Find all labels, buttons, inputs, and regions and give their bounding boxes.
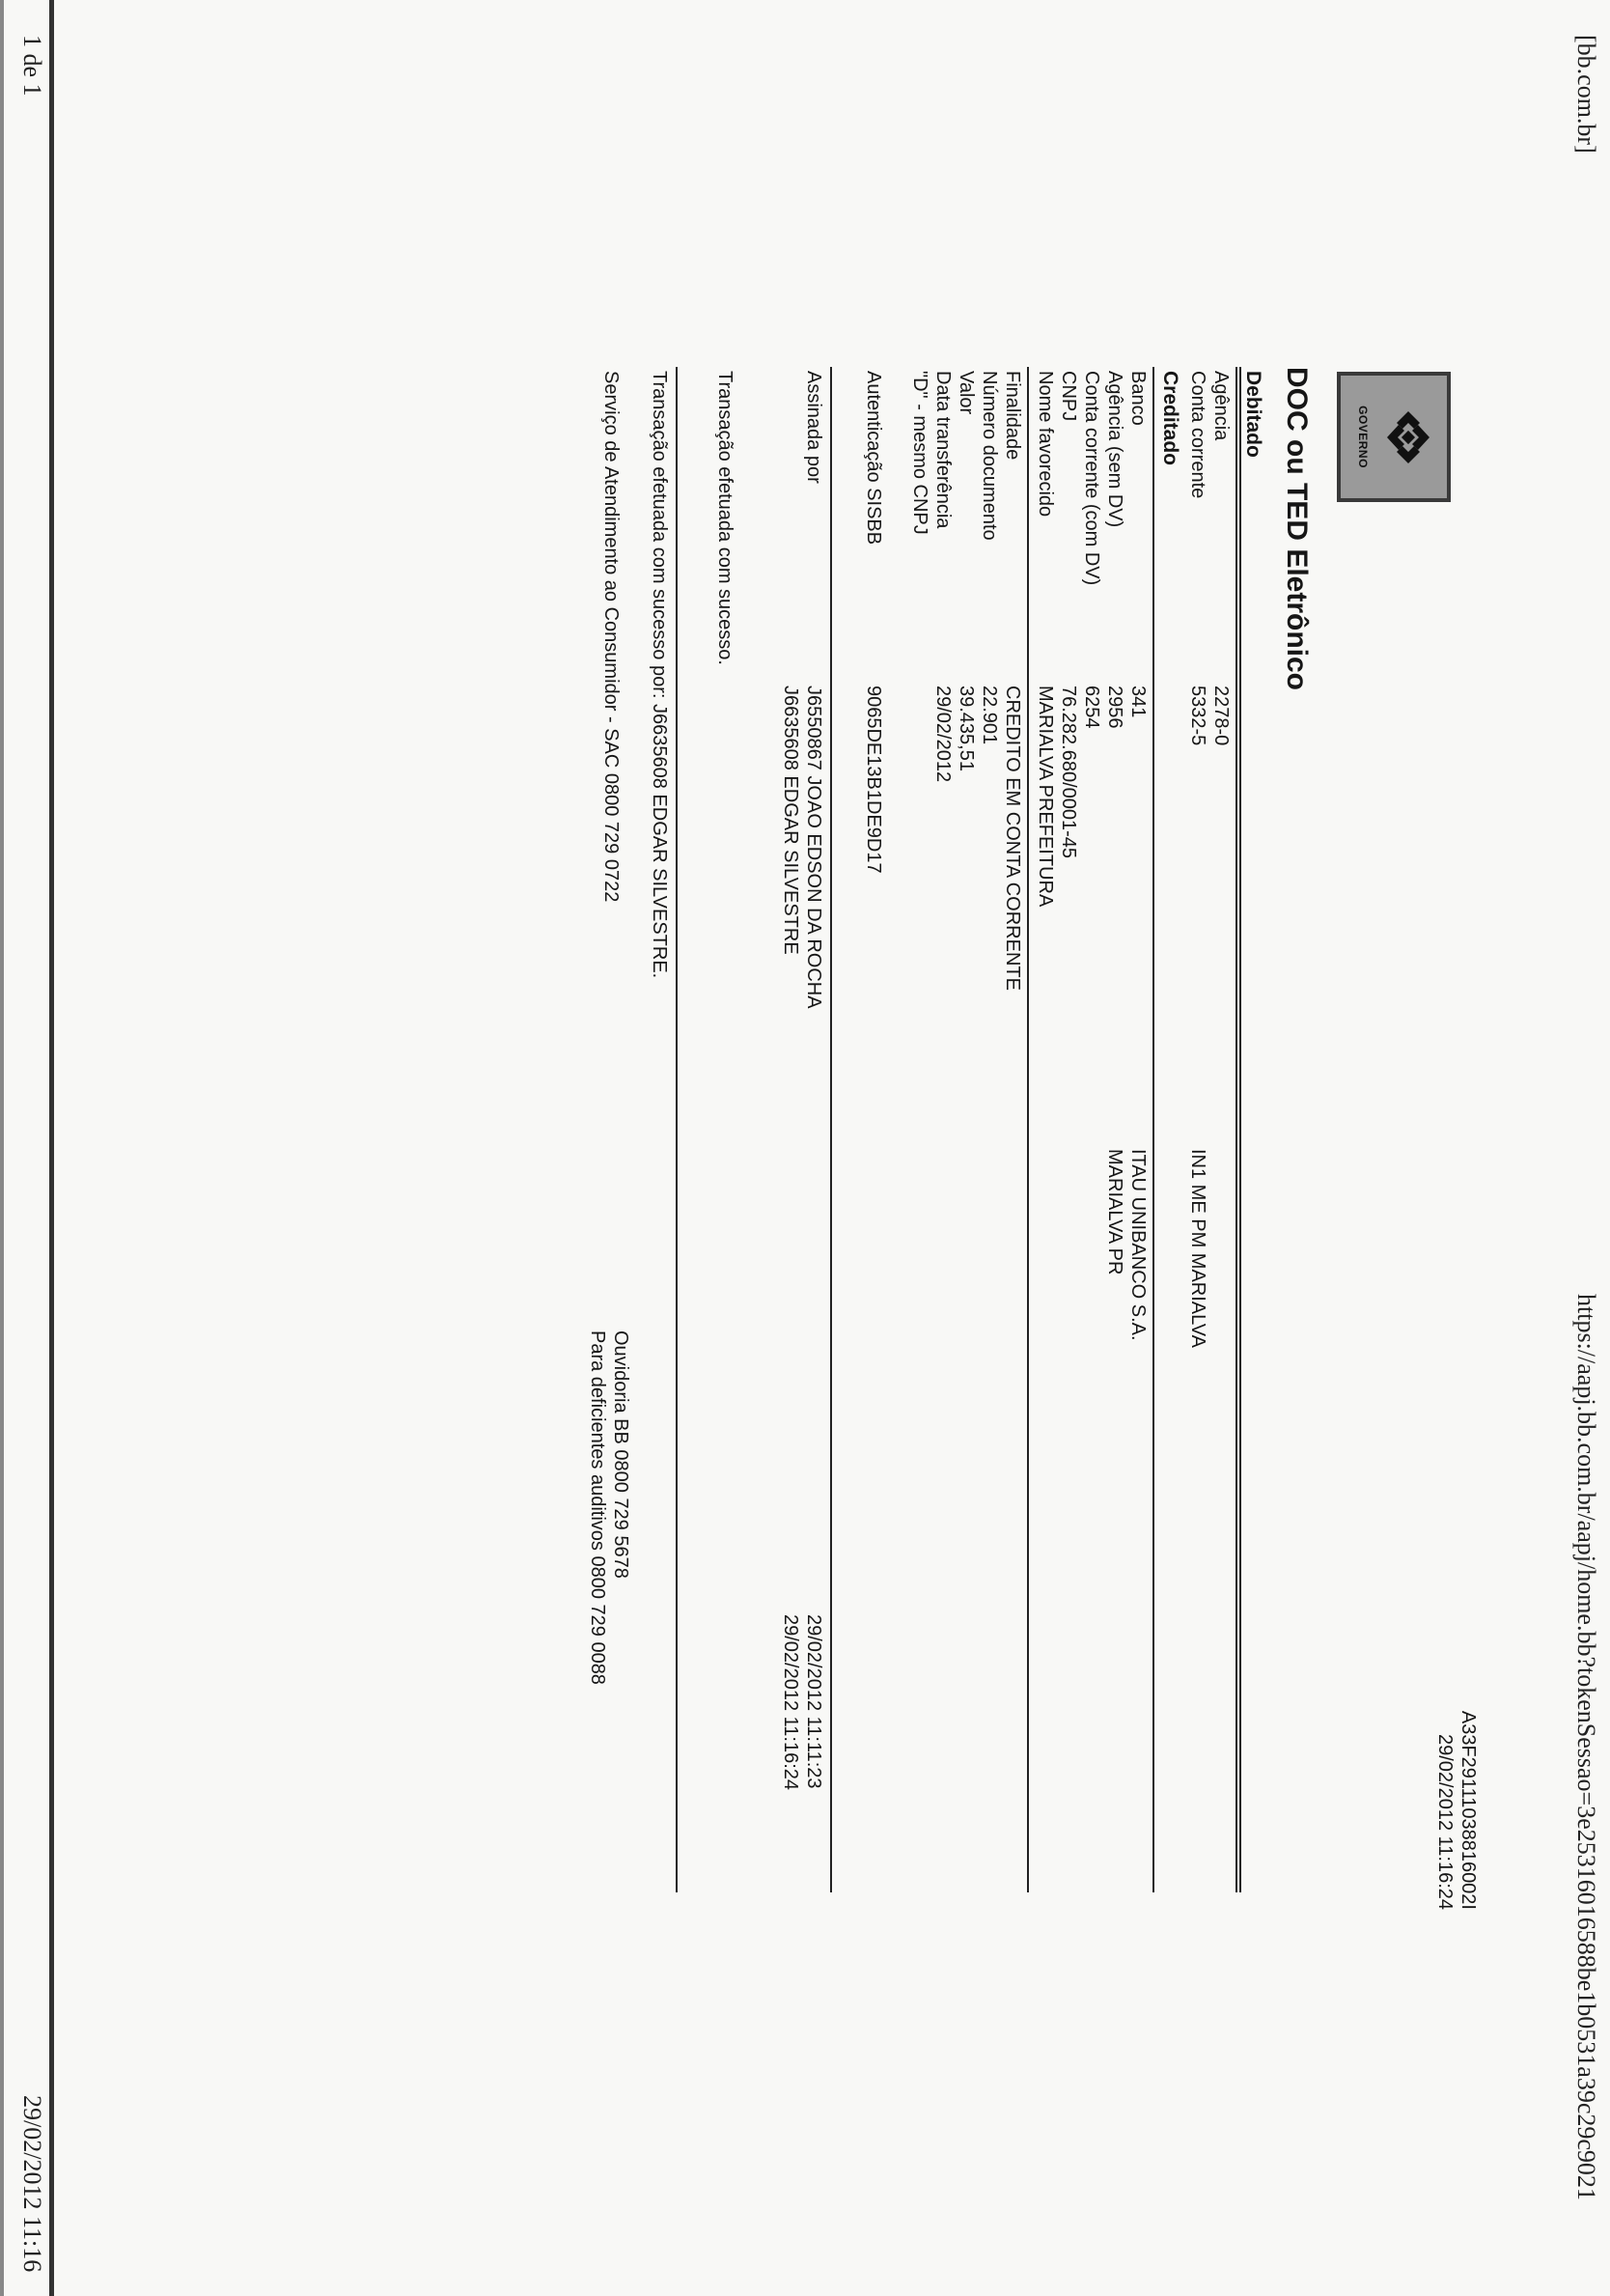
auth-label: Autenticação SISBB: [863, 371, 884, 546]
debitado-heading: Debitado: [1242, 371, 1264, 458]
signer-name: J6550867 JOAO EDSON DA ROCHA: [803, 686, 824, 1009]
print-datetime: 29/02/2012 11:16: [18, 2095, 46, 2273]
transfer-date-label: Data transferência: [932, 371, 954, 529]
debit-agency-label: Agência: [1210, 371, 1232, 441]
page-edge-line: [49, 0, 54, 2296]
debit-agency-value: 2278-0: [1210, 686, 1232, 746]
credit-bank-name: ITAU UNIBANCO S.A.: [1127, 1149, 1149, 1341]
divider: [1027, 367, 1029, 1892]
credit-account-label: Conta corrente (com DV): [1081, 371, 1102, 586]
page-url: https://aapj.bb.com.br/aapj/home.bb?tokenSessao=3e25316016588be1b0531a39c29c9021: [1572, 1294, 1600, 2200]
site-name: [bb.com.br]: [1572, 35, 1600, 154]
credit-bank-code: 341: [1127, 686, 1149, 718]
credit-bank-label: Banco: [1127, 371, 1149, 426]
auth-value: 9065DE13B1DE9D17: [863, 686, 884, 874]
same-cnpj-label: "D" - mesmo CNPJ: [909, 371, 930, 535]
debit-account-value: 5332-5: [1187, 686, 1208, 746]
beneficiary-label: Nome favorecido: [1035, 371, 1056, 518]
debit-account-label: Conta corrente: [1187, 371, 1208, 499]
credit-account-value: 6254: [1081, 686, 1102, 729]
sac-phone: Serviço de Atendimento ao Consumidor - SAC 0800 729 0722: [600, 371, 622, 903]
signed-by-label: Assinada por: [803, 371, 824, 484]
divider: [1235, 367, 1237, 1892]
purpose-label: Finalidade: [1002, 371, 1023, 461]
divider: [830, 367, 832, 1892]
document-number-label: Número documento: [979, 371, 1000, 541]
ouvidoria-phone: Ouvidoria BB 0800 729 5678: [610, 1330, 631, 1579]
credit-cnpj-value: 76.282.680/0001-45: [1058, 686, 1079, 859]
transfer-date-value: 29/02/2012: [932, 686, 954, 783]
signer-datetime: 29/02/2012 11:16:24: [780, 1614, 801, 1791]
bank-logo: [1337, 372, 1451, 502]
debit-account-holder: IN1 ME PM MARIALVA: [1187, 1149, 1208, 1348]
hearing-impaired-phone: Para deficientes auditivos 0800 729 0088: [587, 1330, 608, 1685]
credit-agency-value: 2956: [1104, 686, 1125, 729]
session-code: A33F29111038816002I: [1457, 1710, 1479, 1910]
divider: [1239, 367, 1241, 1892]
success-footer: Transação efetuada com sucesso por: J6635608 EDGAR SILVESTRE.: [649, 371, 670, 979]
logo-text: GOVERNO: [1356, 406, 1370, 468]
amount-label: Valor: [956, 371, 977, 415]
bank-emblem-icon: [1372, 404, 1431, 471]
credit-agency-label: Agência (sem DV): [1104, 371, 1125, 528]
session-datetime: 29/02/2012 11:16:24: [1434, 1733, 1456, 1910]
status-message: Transação efetuada com sucesso.: [714, 371, 736, 665]
divider: [1152, 367, 1154, 1892]
divider: [676, 367, 678, 1892]
beneficiary-value: MARIALVA PREFEITURA: [1035, 686, 1056, 908]
signer-name: J6635608 EDGAR SILVESTRE: [780, 686, 801, 955]
signer-datetime: 29/02/2012 11:11:23: [803, 1614, 824, 1789]
page-count: 1 de 1: [18, 35, 46, 97]
document-number-value: 22.901: [979, 686, 1000, 745]
document-title: DOC ou TED Eletrônico: [1281, 367, 1313, 691]
credit-agency-city: MARIALVA PR: [1104, 1149, 1125, 1275]
purpose-value: CREDITO EM CONTA CORRENTE: [1002, 686, 1023, 991]
amount-value: 39.435,51: [956, 686, 977, 771]
creditado-heading: Creditado: [1159, 371, 1181, 466]
credit-cnpj-label: CNPJ: [1058, 371, 1079, 422]
page-edge-line: [0, 0, 4, 2296]
